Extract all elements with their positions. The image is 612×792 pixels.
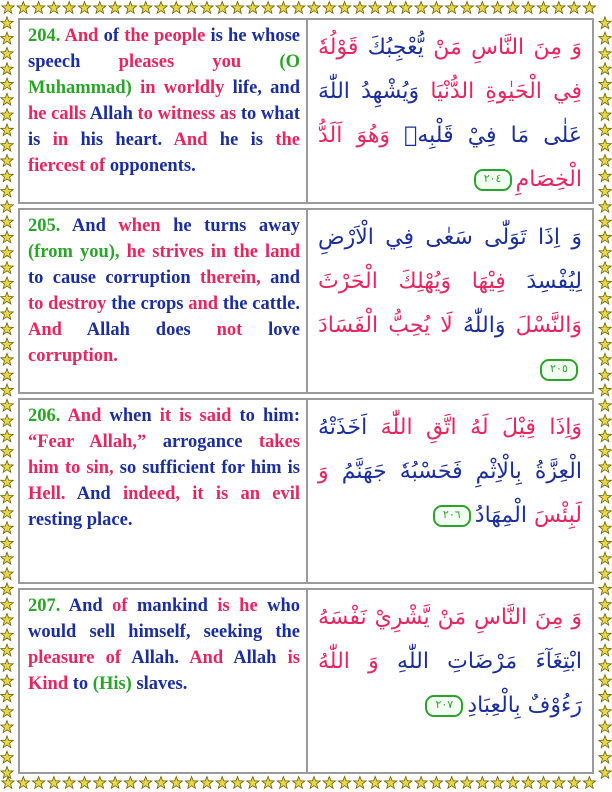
star-icon (1, 430, 13, 442)
star-icon (553, 777, 565, 789)
star-icon (446, 2, 458, 14)
star-icon (1, 705, 13, 717)
star-icon (1, 308, 13, 320)
star-icon (1, 721, 13, 733)
star-icon (1, 262, 13, 274)
ayah-marker-icon: ٢٠٦ (433, 505, 471, 527)
text-run: is he whose speech (28, 26, 300, 72)
ayah-marker-icon: ٢٠٧ (425, 695, 463, 717)
text-run: فِيْهَا وَيُهْلِكَ الْحَرْثَ وَالنَّسْلَ (318, 269, 583, 338)
star-icon (48, 777, 60, 789)
star-icon (94, 2, 106, 14)
star-icon (1, 675, 13, 687)
text-run: who would sell himself, seeking the (28, 596, 300, 642)
text-run: Allah does (61, 320, 217, 340)
star-icon (599, 721, 611, 733)
text-run: الْحَيٰوةِ الدُّنْيَا (419, 79, 542, 104)
text-run: to what is (28, 104, 300, 150)
star-icon (155, 2, 167, 14)
star-icon (293, 777, 305, 789)
text-run: it is said (159, 406, 232, 426)
star-icon (1, 614, 13, 626)
star-icon (599, 262, 611, 274)
star-icon (599, 430, 611, 442)
text-run: life, and (224, 78, 300, 98)
text-run: the people (124, 26, 206, 46)
text-run: when (101, 406, 160, 426)
text-run: and (260, 268, 301, 288)
star-icon (599, 614, 611, 626)
star-icon (599, 659, 611, 671)
star-icon (1, 78, 13, 90)
star-icon (507, 2, 519, 14)
star-icon (491, 777, 503, 789)
text-run: Allah (86, 104, 138, 124)
text-run: in (52, 130, 69, 150)
star-icon (599, 705, 611, 717)
star-icon (1, 47, 13, 59)
verse-row-206 (18, 398, 594, 584)
star-icon (1, 568, 13, 580)
star-icon (277, 777, 289, 789)
star-icon (599, 522, 611, 534)
verse-number: 205. (28, 216, 61, 236)
star-icon (599, 63, 611, 75)
star-icon (599, 47, 611, 59)
star-icon (599, 629, 611, 641)
text-run: قَوْلُهٗ فِي (318, 35, 582, 104)
text-run: to him: (231, 406, 300, 426)
verse-grid (18, 18, 594, 778)
star-icon (247, 777, 259, 789)
star-icon (1, 537, 13, 549)
star-icon (384, 777, 396, 789)
text-run: to (68, 674, 93, 694)
star-icon (1, 644, 13, 656)
text-run: mankind (127, 596, 218, 616)
star-icon (170, 777, 182, 789)
star-icon (599, 598, 611, 610)
star-icon (140, 2, 152, 14)
text-run: is he (217, 596, 258, 616)
star-icon (323, 2, 335, 14)
text-run: وَاللّٰهُ (452, 313, 506, 338)
text-run: therein, (200, 268, 261, 288)
star-icon (1, 736, 13, 748)
star-icon (1, 751, 13, 763)
text-run: love (242, 320, 300, 340)
star-icon (599, 17, 611, 29)
star-icon (1, 109, 13, 121)
star-icon (599, 124, 611, 136)
text-run: his heart. (68, 130, 174, 150)
star-icon (338, 2, 350, 14)
star-icon (599, 476, 611, 488)
text-run: not (216, 320, 243, 340)
star-icon (599, 277, 611, 289)
arabic-text (308, 20, 592, 202)
text-run: the fiercest of (28, 130, 301, 176)
star-icon (1, 690, 13, 702)
star-icon (507, 777, 519, 789)
text-run: وَ اِذَا تَوَلّٰى سَعٰى فِي الْاَرْضِ لِيُفْسِدَ (318, 225, 582, 294)
star-icon (599, 369, 611, 381)
star-icon (323, 777, 335, 789)
star-icon (308, 777, 320, 789)
text-run: وَ اللّٰهُ (318, 649, 379, 674)
text-run: رَءُوْفٌ بِالْعِبَادِ (467, 693, 582, 718)
star-icon (599, 675, 611, 687)
text-run: and (188, 294, 219, 314)
star-icon (599, 170, 611, 182)
star-icon (1, 415, 13, 427)
text-run: in the land (210, 242, 301, 262)
text-run: وَ مِنَ النَّاسِ مَنْ يَّشْرِيْ نَفْسَهُ (318, 605, 582, 630)
star-icon (522, 777, 534, 789)
text-run: in worldly (140, 78, 225, 98)
star-icon (1, 506, 13, 518)
star-icon (415, 2, 427, 14)
star-icon (17, 777, 29, 789)
english-translation (20, 400, 308, 582)
text-run: And (189, 648, 224, 668)
text-run: opponents. (105, 156, 196, 176)
star-icon (599, 216, 611, 228)
verse-number: 206. (28, 406, 61, 426)
star-icon (277, 2, 289, 14)
star-icon (599, 139, 611, 151)
star-icon (583, 777, 595, 789)
star-icon (599, 568, 611, 580)
text-run: to cause corruption (28, 268, 200, 288)
star-icon (599, 644, 611, 656)
star-icon (1, 445, 13, 457)
english-translation (20, 20, 308, 202)
english-translation (20, 590, 308, 772)
star-icon (1, 399, 13, 411)
star-icon (599, 506, 611, 518)
text-run: “Fear Allah,” (28, 432, 147, 452)
star-icon (94, 777, 106, 789)
star-icon (599, 109, 611, 121)
star-icon (354, 2, 366, 14)
star-icon (1, 522, 13, 534)
star-icon (1, 384, 13, 396)
star-icon (109, 777, 121, 789)
star-icon (599, 323, 611, 335)
star-icon (599, 200, 611, 212)
star-icon (476, 2, 488, 14)
star-icon (1, 369, 13, 381)
star-icon (354, 777, 366, 789)
text-run: And (71, 216, 119, 236)
star-icon (1, 231, 13, 243)
star-icon (599, 552, 611, 564)
star-icon (400, 777, 412, 789)
star-icon (308, 2, 320, 14)
text-run: he is (207, 130, 276, 150)
star-icon (1, 461, 13, 473)
arabic-text (308, 400, 592, 582)
star-icon (568, 777, 580, 789)
star-icon (1, 323, 13, 335)
star-icon (63, 2, 75, 14)
text-run: of (98, 26, 125, 46)
star-icon (491, 2, 503, 14)
star-icon (599, 93, 611, 105)
star-icon (599, 751, 611, 763)
text-run: corruption. (28, 346, 118, 366)
text-run: اَخَذَتْهُ الْعِزَّةُ (318, 415, 582, 484)
arabic-text (308, 210, 592, 392)
star-icon (537, 777, 549, 789)
star-icon (599, 231, 611, 243)
star-icon (109, 2, 121, 14)
star-icon (2, 777, 14, 789)
star-icon (553, 2, 565, 14)
ayah-marker-icon: ٢٠٤ (474, 169, 512, 191)
star-icon (430, 2, 442, 14)
text-run: he calls (28, 104, 87, 124)
star-icon (1, 277, 13, 289)
star-icon (1, 200, 13, 212)
star-icon (369, 777, 381, 789)
star-icon (1, 476, 13, 488)
star-icon (32, 777, 44, 789)
text-run: he turns away (160, 216, 300, 236)
text-run (132, 78, 140, 98)
star-icon (201, 777, 213, 789)
star-icon (32, 2, 44, 14)
star-icon (185, 777, 197, 789)
text-run: And (67, 406, 102, 426)
text-run: when (118, 216, 161, 236)
star-icon (1, 32, 13, 44)
text-run: is Kind (28, 648, 300, 694)
star-icon (599, 292, 611, 304)
star-icon (599, 415, 611, 427)
star-icon (1, 63, 13, 75)
text-run: And (64, 26, 99, 46)
star-icon (599, 384, 611, 396)
star-icon (216, 777, 228, 789)
star-icon (599, 155, 611, 167)
verse-number: 207. (28, 596, 61, 616)
star-icon (231, 2, 243, 14)
star-icon (1, 767, 13, 779)
text-run: slaves. (131, 674, 188, 694)
star-icon (78, 2, 90, 14)
star-icon (522, 2, 534, 14)
text-run: وَيُشْهِدُ اللّٰهَ عَلٰى مَا فِيْ (318, 79, 582, 148)
verse-row-204 (18, 18, 594, 204)
star-icon (1, 292, 13, 304)
star-icon (201, 2, 213, 14)
star-icon (583, 2, 595, 14)
star-icon (1, 155, 13, 167)
text-run: وَ لَبِئْسَ (318, 459, 582, 528)
star-icon (262, 777, 274, 789)
text-run: بِالْاِثْمِ فَحَسْبُهٗ جَهَنَّمُ (328, 459, 522, 484)
star-icon (140, 777, 152, 789)
text-run: to (137, 104, 153, 124)
star-icon (1, 598, 13, 610)
text-run: And (173, 130, 208, 150)
star-icon (78, 777, 90, 789)
text-run (120, 242, 127, 262)
text-run: takes him to sin, (28, 432, 300, 478)
star-icon (599, 185, 611, 197)
star-icon (1, 353, 13, 365)
star-icon (430, 777, 442, 789)
text-run: arrogance (146, 432, 259, 452)
star-icon (1, 246, 13, 258)
star-icon (599, 308, 611, 320)
star-icon (568, 2, 580, 14)
star-icon (124, 777, 136, 789)
text-run: قَلْبِهٖ (390, 123, 454, 148)
verse-number: 204. (28, 26, 61, 46)
verse-row-207 (18, 588, 594, 774)
star-icon (599, 246, 611, 258)
text-run: the cattle. (218, 294, 300, 314)
text-run: resting place. (28, 510, 133, 530)
star-icon (63, 777, 75, 789)
star-icon (1, 17, 13, 29)
star-icon (537, 2, 549, 14)
text-run (204, 242, 211, 262)
text-run: لَا يُحِبُّ الْفَسَادَ (318, 313, 453, 338)
star-icon (369, 2, 381, 14)
star-icon (461, 777, 473, 789)
star-icon (599, 32, 611, 44)
text-run: And (28, 320, 62, 340)
text-run: And (65, 484, 123, 504)
star-icon (1, 659, 13, 671)
text-run: he strives (126, 242, 204, 262)
star-icon (446, 777, 458, 789)
text-run: Allah. (121, 648, 190, 668)
text-run: the crops (106, 294, 189, 314)
text-run: (His) (92, 674, 132, 694)
star-icon (599, 338, 611, 350)
text-run: pleasure of (28, 648, 122, 668)
star-icon (48, 2, 60, 14)
verse-row-205 (18, 208, 594, 394)
star-icon (262, 2, 274, 14)
text-run: ابْتِغَآءَ مَرْضَاتِ اللّٰهِ (378, 649, 582, 674)
star-icon (185, 2, 197, 14)
text-run: Hell. (28, 484, 66, 504)
star-icon (1, 170, 13, 182)
star-icon (599, 399, 611, 411)
star-icon (599, 78, 611, 90)
star-icon (384, 2, 396, 14)
star-icon (599, 445, 611, 457)
text-run: الْمِهَادُ (474, 503, 527, 528)
star-icon (1, 93, 13, 105)
star-icon (599, 353, 611, 365)
star-icon (599, 583, 611, 595)
text-run: so sufficient for him is (113, 458, 300, 478)
text-run: of (112, 596, 128, 616)
star-icon (415, 777, 427, 789)
star-icon (293, 2, 305, 14)
star-icon (1, 552, 13, 564)
star-icon (476, 777, 488, 789)
arabic-text (308, 590, 592, 772)
star-icon (1, 338, 13, 350)
text-run: يُّعْجِبُكَ (358, 35, 424, 60)
star-icon (17, 2, 29, 14)
star-icon (599, 537, 611, 549)
star-icon (155, 777, 167, 789)
star-icon (1, 583, 13, 595)
text-run: وَهُوَ اَلَدُّ الْخِصَامِ (318, 123, 582, 192)
star-icon (599, 690, 611, 702)
star-icon (170, 2, 182, 14)
star-icon (599, 491, 611, 503)
star-icon (124, 2, 136, 14)
text-run: Allah (223, 648, 288, 668)
star-icon (2, 2, 14, 14)
star-icon (1, 629, 13, 641)
star-icon (461, 2, 473, 14)
star-icon (1, 491, 13, 503)
star-icon (1, 216, 13, 228)
star-icon (338, 777, 350, 789)
star-icon (599, 736, 611, 748)
ayah-marker-icon: ٢٠٥ (540, 359, 578, 381)
star-icon (1, 185, 13, 197)
star-icon (400, 2, 412, 14)
star-icon (231, 777, 243, 789)
text-run: indeed, it is an evil (122, 484, 300, 504)
star-icon (1, 139, 13, 151)
text-run: to destroy (28, 294, 107, 314)
text-run: pleases you (118, 52, 242, 72)
text-run: (from you), (28, 242, 120, 262)
star-icon (599, 461, 611, 473)
text-run: (O Muhammad) (28, 52, 300, 98)
text-run: witness as (157, 104, 237, 124)
star-icon (1, 124, 13, 136)
text-run: And (68, 596, 113, 616)
star-icon (216, 2, 228, 14)
star-icon (599, 767, 611, 779)
text-run: وَ مِنَ النَّاسِ مَنْ (423, 35, 582, 60)
text-run: وَاِذَا قِيْلَ لَهُ اتَّقِ اللّٰهَ (367, 415, 582, 440)
english-translation (20, 210, 308, 392)
star-icon (247, 2, 259, 14)
